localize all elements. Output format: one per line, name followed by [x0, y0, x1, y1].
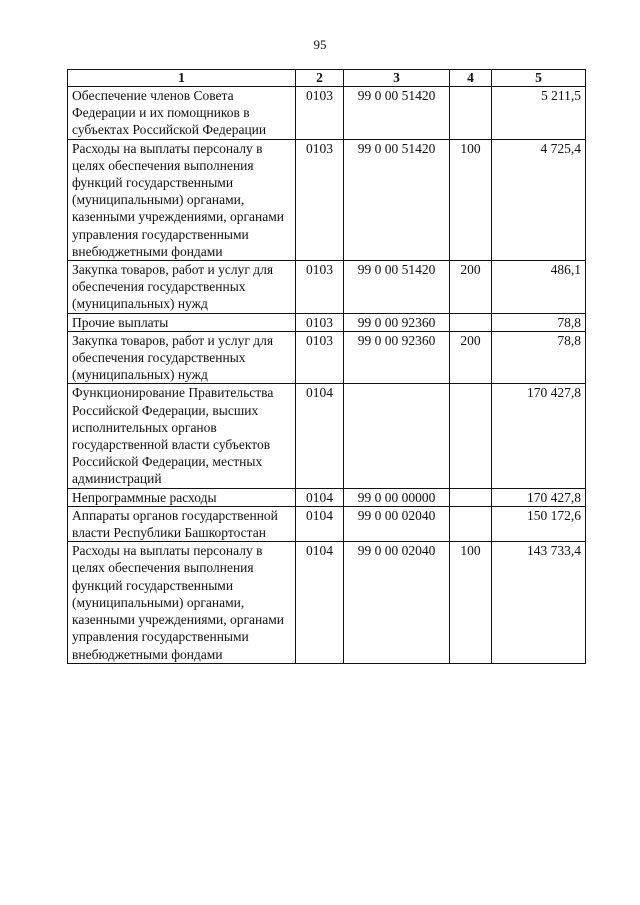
row-amount: 486,1 [492, 261, 586, 314]
row-type [450, 87, 492, 140]
header-col-5: 5 [492, 70, 586, 87]
budget-table [67, 69, 586, 664]
row-amount: 78,8 [492, 331, 586, 384]
row-amount: 4 725,4 [492, 139, 586, 260]
table-row [68, 542, 586, 663]
row-target: 99 0 00 51420 [344, 139, 450, 260]
row-name: Аппараты органов государственной власти Республики Башкортостан [68, 506, 296, 541]
row-section: 0103 [296, 313, 344, 331]
row-name: Расходы на выплаты персоналу в целях обеспечения выполнения функций государственными (муниципальными) органами, казенными учреждениями, органами управления государственными внебюджетными фондами [68, 542, 296, 663]
row-target: 99 0 00 02040 [344, 542, 450, 663]
table-header-row [68, 70, 586, 87]
row-target: 99 0 00 92360 [344, 313, 450, 331]
page-number: 95 [313, 37, 327, 52]
row-section: 0104 [296, 488, 344, 506]
row-target: 99 0 00 02040 [344, 506, 450, 541]
header-col-2: 2 [296, 70, 344, 87]
table-row [68, 87, 586, 140]
row-name: Непрограммные расходы [68, 488, 296, 506]
row-target: 99 0 00 51420 [344, 261, 450, 314]
row-type: 100 [450, 139, 492, 260]
row-name: Закупка товаров, работ и услуг для обеспечения государственных (муниципальных) нужд [68, 261, 296, 314]
row-section: 0103 [296, 139, 344, 260]
row-type: 100 [450, 542, 492, 663]
row-amount: 143 733,4 [492, 542, 586, 663]
row-target: 99 0 00 92360 [344, 331, 450, 384]
row-section: 0103 [296, 261, 344, 314]
table-row [68, 506, 586, 541]
header-col-1: 1 [68, 70, 296, 87]
row-amount: 150 172,6 [492, 506, 586, 541]
row-amount: 78,8 [492, 313, 586, 331]
row-amount: 170 427,8 [492, 488, 586, 506]
row-type [450, 313, 492, 331]
header-col-3: 3 [344, 70, 450, 87]
table-row [68, 313, 586, 331]
row-amount: 170 427,8 [492, 384, 586, 488]
table-row [68, 488, 586, 506]
row-section: 0103 [296, 331, 344, 384]
header-col-4: 4 [450, 70, 492, 87]
row-section: 0104 [296, 506, 344, 541]
row-section: 0104 [296, 542, 344, 663]
row-name: Обеспечение членов Совета Федерации и их помощников в субъектах Российской Федерации [68, 87, 296, 140]
table-row [68, 139, 586, 260]
row-type [450, 506, 492, 541]
row-amount: 5 211,5 [492, 87, 586, 140]
row-section: 0103 [296, 87, 344, 140]
row-type: 200 [450, 331, 492, 384]
row-section: 0104 [296, 384, 344, 488]
row-name: Закупка товаров, работ и услуг для обеспечения государственных (муниципальных) нужд [68, 331, 296, 384]
row-type [450, 488, 492, 506]
row-type [450, 384, 492, 488]
row-name: Функционирование Правительства Российской Федерации, высших исполнительных органов государственной власти субъектов Российской Федерации, местных администраций [68, 384, 296, 488]
table-row [68, 331, 586, 384]
row-target: 99 0 00 00000 [344, 488, 450, 506]
row-target [344, 384, 450, 488]
row-type: 200 [450, 261, 492, 314]
table-row [68, 384, 586, 488]
row-target: 99 0 00 51420 [344, 87, 450, 140]
table-row [68, 261, 586, 314]
row-name: Расходы на выплаты персоналу в целях обеспечения выполнения функций государственными (муниципальными) органами, казенными учреждениями, органами управления государственными внебюджетными фондами [68, 139, 296, 260]
row-name: Прочие выплаты [68, 313, 296, 331]
